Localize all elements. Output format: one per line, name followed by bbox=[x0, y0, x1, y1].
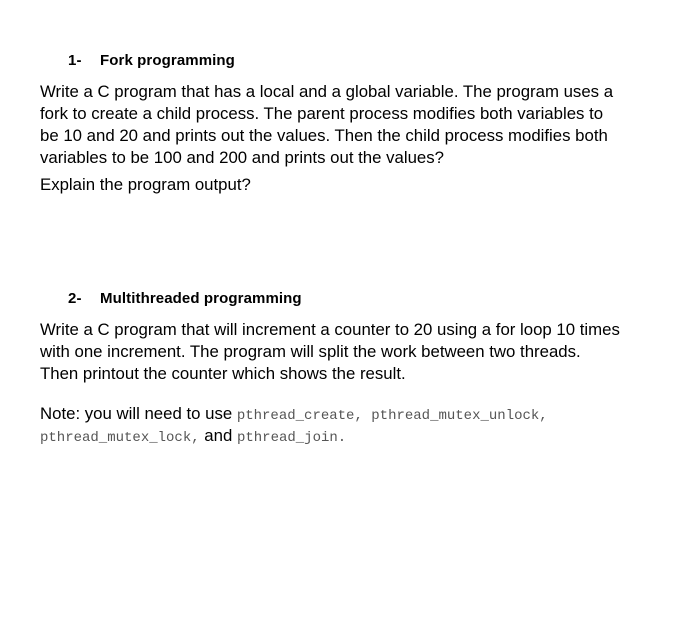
section-2-note bbox=[40, 403, 694, 447]
section-2-line-3: Then printout the counter which shows the result. bbox=[40, 364, 406, 383]
section-2-title: Multithreaded programming bbox=[100, 290, 302, 307]
note-prefix: Note: you will need to use bbox=[40, 404, 237, 423]
section-1-line-1: Write a C program that has a local and a global variable. The program uses a bbox=[40, 82, 614, 101]
section-2-note-line-1 bbox=[40, 403, 694, 425]
section-2-number: 2- bbox=[68, 290, 82, 307]
section-2-heading bbox=[68, 290, 302, 307]
code-pthread-join: pthread_join. bbox=[236, 430, 347, 446]
note-conjunction: and bbox=[199, 426, 237, 445]
section-1-title: Fork programming bbox=[100, 52, 235, 69]
section-2-note-line-2 bbox=[40, 425, 694, 447]
section-1-body bbox=[40, 81, 694, 169]
section-1-line-4: variables to be 100 and 200 and prints out the values? bbox=[40, 148, 444, 167]
code-pthread-create: pthread_create, bbox=[236, 408, 363, 424]
section-2-line-2: with one increment. The program will split the work between two threads. bbox=[40, 342, 581, 361]
section-1-line-3: be 10 and 20 and prints out the values. Then the child process modifies both bbox=[40, 126, 608, 145]
section-2-body bbox=[40, 319, 694, 385]
section-1-heading bbox=[68, 52, 235, 69]
section-1-question bbox=[40, 174, 694, 196]
section-1-number: 1- bbox=[68, 52, 82, 69]
code-pthread-mutex-lock: pthread_mutex_lock, bbox=[40, 430, 200, 446]
section-1-question-text: Explain the program output? bbox=[40, 175, 251, 194]
section-1-line-2: fork to create a child process. The parent process modifies both variables to bbox=[40, 104, 604, 123]
section-2-line-1: Write a C program that will increment a counter to 20 using a for loop 10 times bbox=[40, 320, 620, 339]
code-pthread-mutex-unlock: pthread_mutex_unlock, bbox=[371, 408, 548, 424]
